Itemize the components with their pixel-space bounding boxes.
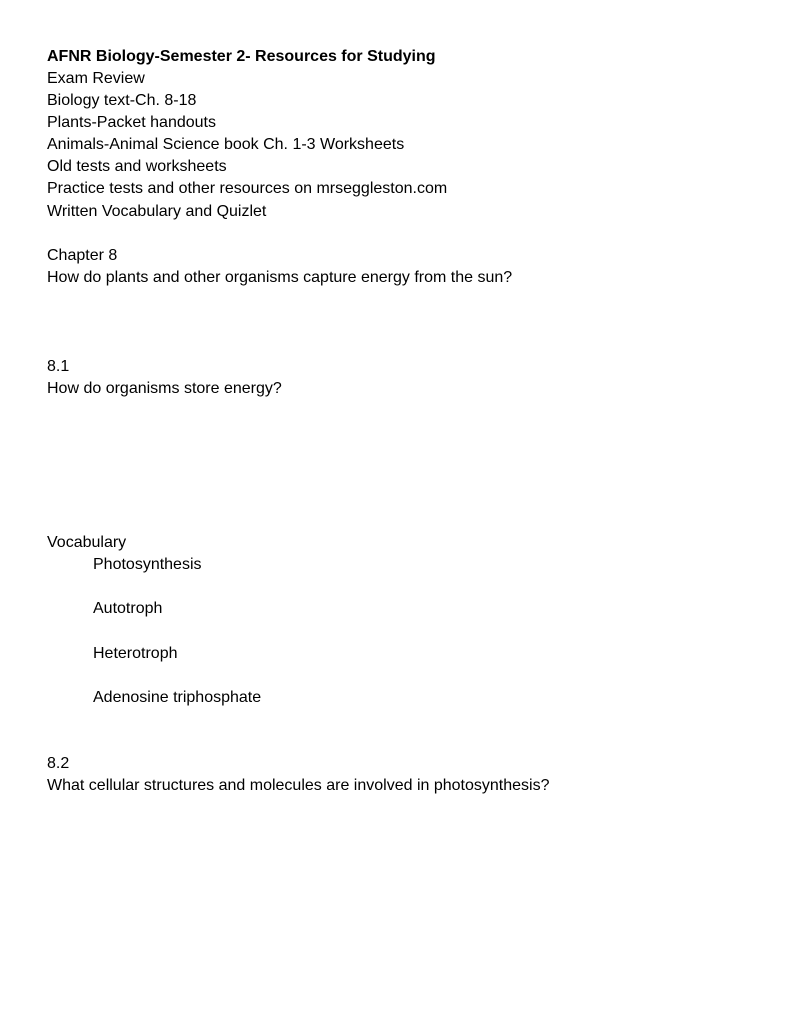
vocabulary-term: Adenosine triphosphate <box>93 689 262 706</box>
resource-item: Animals-Animal Science book Ch. 1-3 Worksheets <box>47 136 405 153</box>
resource-item: Written Vocabulary and Quizlet <box>47 203 267 220</box>
vocabulary-term: Heterotroph <box>93 645 178 662</box>
chapter-heading: Chapter 8 <box>47 247 118 264</box>
chapter-question: How do plants and other organisms capture energy from the sun? <box>47 269 513 286</box>
vocabulary-heading: Vocabulary <box>47 534 127 551</box>
section-8-2-heading: 8.2 <box>47 755 70 772</box>
document-title: AFNR Biology-Semester 2- Resources for Studying <box>47 48 436 65</box>
vocabulary-term: Photosynthesis <box>93 556 202 573</box>
section-8-2-question: What cellular structures and molecules are involved in photosynthesis? <box>47 777 550 794</box>
vocabulary-term: Autotroph <box>93 600 163 617</box>
section-8-1-question: How do organisms store energy? <box>47 380 282 397</box>
resource-item: Practice tests and other resources on mrseggleston.com <box>47 180 448 197</box>
resource-item: Biology text-Ch. 8-18 <box>47 92 197 109</box>
resource-item: Plants-Packet handouts <box>47 114 216 131</box>
section-8-1-heading: 8.1 <box>47 358 70 375</box>
resource-item: Old tests and worksheets <box>47 158 227 175</box>
resource-item: Exam Review <box>47 70 145 87</box>
